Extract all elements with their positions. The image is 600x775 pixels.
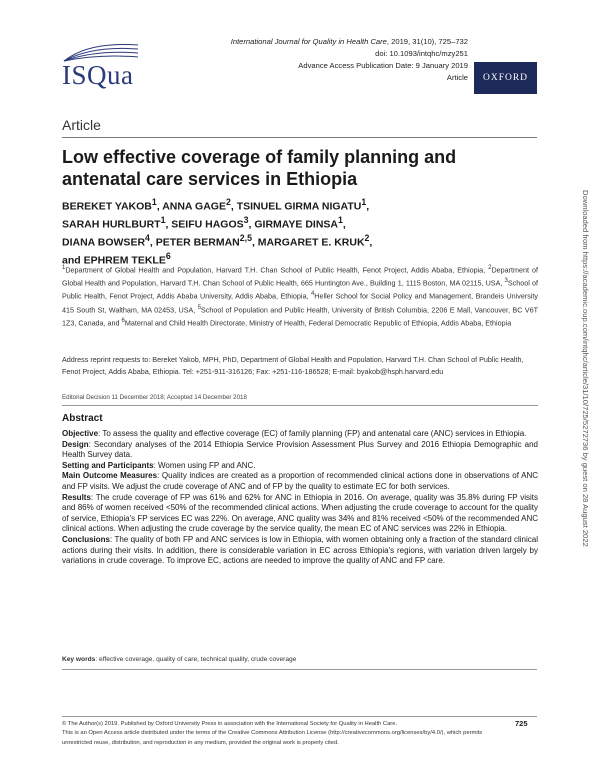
abstract-section-text: : To assess the quality and effective coverage (EC) of family planning (FP) and antenatal care (ANC) services in Ethiopia.: [98, 429, 527, 438]
keywords-text: : effective coverage, quality of care, technical quality, crude coverage: [95, 656, 297, 663]
oxford-logo: OXFORD: [474, 62, 537, 94]
journal-citation: , 2019, 31(10), 725–732: [386, 37, 468, 46]
access-date: Advance Access Publication Date: 9 January 2019: [298, 61, 468, 70]
affiliations: [62, 263, 538, 329]
paper-title: Low effective coverage of family planning and antenatal care services in Ethiopia: [62, 147, 457, 189]
footer-divider: [62, 716, 537, 717]
abstract-section-label: Main Outcome Measures: [62, 471, 158, 481]
author-name: BEREKET YAKOB: [62, 200, 152, 213]
journal-name: International Journal for Quality in Health Care: [230, 37, 387, 46]
abstract-section: [62, 440, 538, 461]
editorial-dates: Editorial Decision 11 December 2018; Accepted 14 December 2018: [62, 394, 247, 401]
keywords-divider: [62, 669, 537, 670]
isqua-logo-text: ISQua: [62, 60, 134, 90]
affiliation-mark: 2: [488, 265, 492, 271]
article-type-label: Article: [446, 73, 468, 82]
affiliation-text: Department of Global Health and Population, Harvard T.H. Chan School of Public Health, Fenot Project, Addis Ababa, Ethiopia,: [65, 265, 489, 275]
header-divider: [62, 137, 537, 138]
abstract-body: [62, 429, 538, 567]
author-separator: ,: [230, 200, 237, 213]
journal-citation-line: [231, 36, 468, 48]
author-list: [62, 196, 532, 268]
author-affiliation-mark: 1: [151, 197, 157, 207]
article-type-heading: Article: [62, 117, 101, 133]
author-affiliation-mark: 2: [364, 233, 370, 243]
affiliation-mark: 4: [310, 291, 315, 298]
journal-meta: [231, 36, 468, 84]
affiliation-mark: 3: [504, 278, 508, 285]
author-name: MARGARET E. KRUK: [257, 236, 365, 249]
author-name: TSINUEL GIRMA NIGATU: [236, 200, 362, 213]
abstract-section-label: Results: [62, 492, 91, 502]
page-number: 725: [515, 719, 528, 728]
abstract-section-label: Objective: [62, 429, 99, 438]
author-separator: ,: [342, 218, 346, 231]
author-separator: ,: [149, 236, 156, 249]
abstract-section-label: Setting and Participants: [62, 460, 154, 470]
author-affiliation-mark: 1: [338, 215, 343, 225]
abstract-section-label: Design: [62, 439, 89, 449]
doi: doi: 10.1093/intqhc/mzy251: [375, 49, 468, 58]
affiliation-mark: 1: [62, 265, 66, 271]
abstract-section: [62, 461, 538, 472]
affiliation-text: School of Population and Public Health, University of British Columbia, 2206 E Mall, Vancouver, BC V6T 1Z3, Canada, and: [62, 304, 538, 328]
author-affiliation-mark: 3: [243, 215, 249, 225]
abstract-section: [62, 535, 538, 567]
abstract-heading: Abstract: [62, 413, 103, 424]
affiliation-text: Maternal and Child Health Directorate, Ministry of Health, Federal Democratic Republic of Ethiopia, Addis Ababa, Ethiopia: [124, 318, 512, 328]
abstract-divider: [62, 405, 538, 406]
affiliation-mark: 6: [121, 317, 125, 324]
correspondence: Address reprint requests to: Bereket Yakob, MPH, PhD, Department of Global Health and Population, Harvard T.H. Chan School of Public Health, Fenot Project, Addis Ababa, Ethiopia. Tel: +251-911-316126; Fax: +251-116-186528; E-mail: byakob@hsph.harvard.edu: [62, 355, 524, 376]
abstract-section: [62, 493, 538, 535]
abstract-section-text: : Secondary analyses of the 2014 Ethiopia Service Provision Assessment Plus Survey and 2016 Ethiopia Demographic and Health Survey data.: [62, 439, 538, 460]
abstract-section-text: : Quality indices are created as a proportion of recommended clinical actions done in observations of ANC and FP visits. We adjust the crude coverage of ANC and of FP by the quality to estimate EC for both services.: [62, 471, 539, 491]
author-name: SARAH HURLBURT: [62, 218, 161, 231]
download-note: Downloaded from https://academic.oup.com/intqhc/article/31/10/725/5272736 by guest on 28 August 2022: [581, 190, 590, 547]
copyright: [62, 720, 502, 748]
affiliation-mark: 5: [197, 304, 202, 311]
author-name: ANNA GAGE: [162, 200, 226, 213]
author-affiliation-mark: 1: [160, 215, 166, 225]
author-affiliation-mark: 6: [165, 251, 171, 261]
keywords: [62, 655, 538, 664]
license-line: This is an Open Access article distributed under the terms of the Creative Commons Attribution License (http://creativecommons.org/licenses/by/4.0/), which permits unrestricted reuse, distribution, and reproduction in any medium, provided the original work is properly cited.: [62, 730, 483, 746]
abstract-section-text: : The quality of both FP and ANC services is low in Ethiopia, with women obtaining only a fraction of the standard clinical actions during their visits. In addition, there is considerable variation in EC across Ethiopia's regions, with variation driven largely by variations in crude coverage. To improve EC, actions are needed to improve the quality of ANC and FP care.: [62, 534, 538, 566]
author-name: and EPHREM TEKLE: [62, 254, 166, 267]
author-affiliation-mark: 4: [145, 233, 150, 243]
abstract-section-text: : Women using FP and ANC.: [153, 460, 256, 470]
author-name: GIRMAYE DINSA: [254, 218, 338, 231]
author-separator: ,: [248, 218, 255, 231]
author-separator: ,: [165, 218, 172, 231]
author-name: PETER BERMAN: [155, 236, 240, 249]
author-separator: ,: [369, 236, 373, 249]
author-name: DIANA BOWSER: [62, 236, 146, 249]
author-affiliation-mark: 2: [225, 197, 231, 207]
author-name: SEIFU HAGOS: [171, 218, 244, 231]
abstract-section: [62, 471, 538, 492]
author-affiliation-mark: 2,5: [239, 233, 252, 243]
abstract-section: [62, 429, 538, 440]
affiliation-text: Heller School for Social Policy and Management, Brandeis University 415 South St, Waltham, MA 02453, USA,: [62, 291, 538, 314]
keywords-label: Key words: [62, 656, 96, 663]
abstract-section-label: Conclusions: [62, 534, 111, 544]
copyright-line: © The Author(s) 2019. Published by Oxford University Press in association with the International Society for Quality in Health Care.: [62, 721, 398, 727]
author-separator: ,: [251, 236, 258, 249]
author-affiliation-mark: 1: [361, 197, 367, 207]
abstract-section-text: : The crude coverage of FP was 61% and 62% for ANC in Ethiopia in 2016. On average, quality was 35.8% during FP visits and 86% of women received <50% of the recommended clinical actions. When adjusting the crude coverage to account for the quality of service, Ethiopia's FP services EC was 22%. On average, ANC quality was 34% and 81% received <50% of the recommended ANC clinical actions. When adjusting the crude coverage by the service quality, the mean EC of ANC services was 22% in Ethiopia.: [62, 492, 538, 534]
affiliation-text: Department of Global Health and Population, Harvard T.H. Chan School of Public Health, 665 Huntington Ave., Building 1, 1115 Boston, MA 02115, USA,: [62, 265, 538, 288]
author-separator: ,: [366, 200, 370, 213]
author-separator: ,: [156, 200, 163, 213]
affiliation-text: School of Public Health, Fenot Project, Addis Ababa University, Addis Ababa, Ethiopia,: [62, 278, 538, 301]
